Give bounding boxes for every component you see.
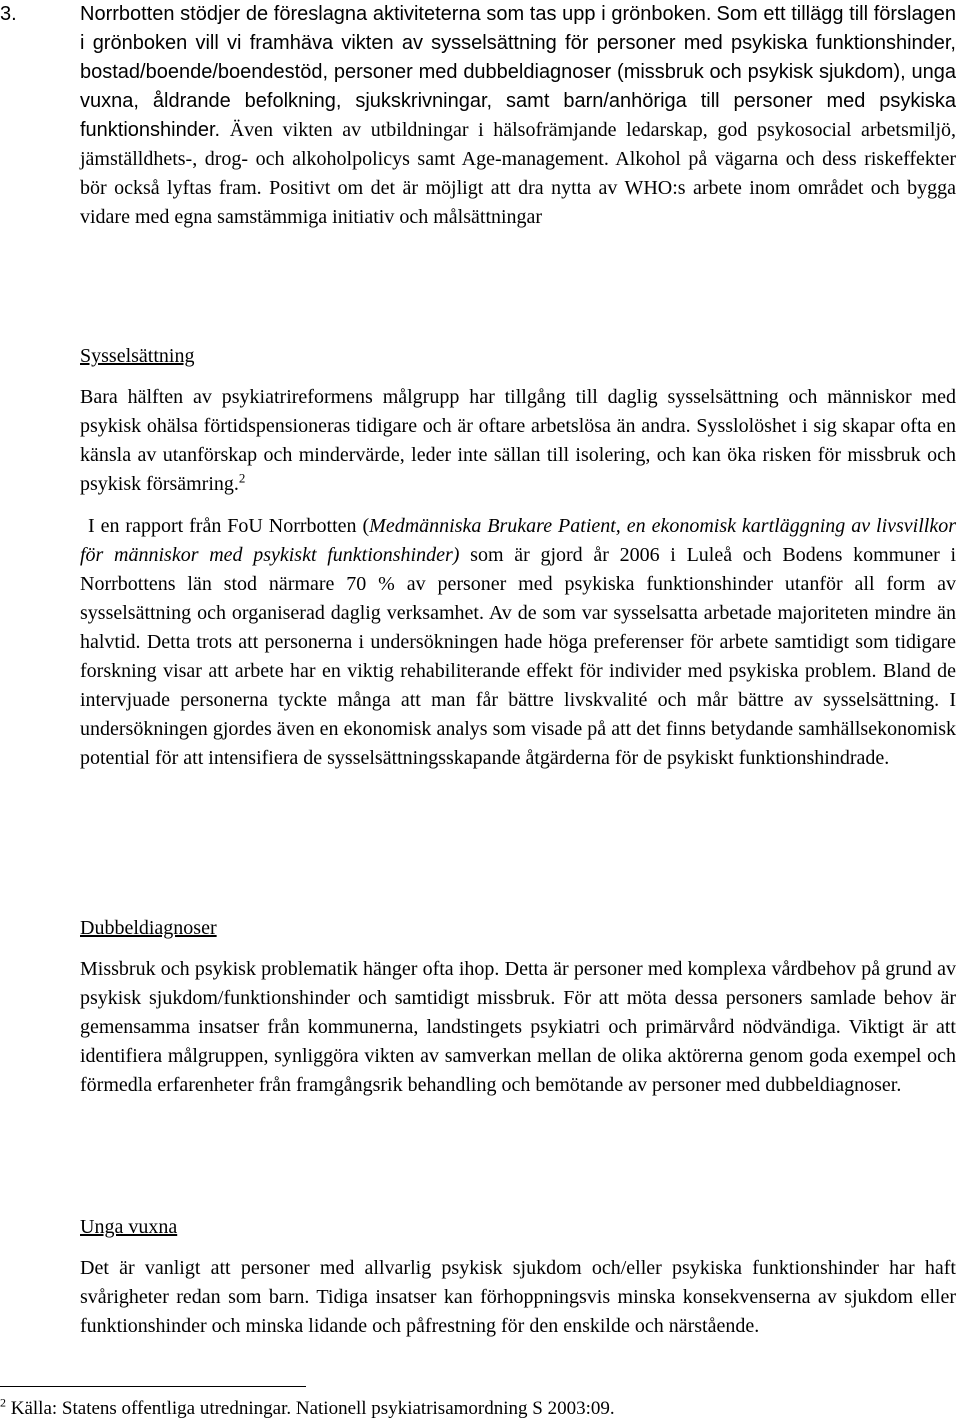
paragraph-sysselsattning-2: [80, 512, 956, 773]
list-item-text: [80, 0, 956, 232]
paragraph-text-before: I en rapport från FoU Norrbotten (: [88, 515, 370, 537]
item-sentence-1: Norrbotten stödjer de föreslagna aktiviteterna som tas upp i grönboken.: [80, 3, 712, 25]
paragraph-dubbeldiagnoser: Missbruk och psykisk problematik hänger ofta ihop. Detta är personer med komplexa vårdbehov på grund av psykisk sjukdom/funktionshinder och samtidigt missbruk. För att möta dessa personers samlade behov är gemensamma insatser från kommunerna, landstingets psykiatri och primärvård nödvändiga. Viktigt är att identifiera målgruppen, synliggöra vikten av samverkan mellan de olika aktörerna genom goda exempel och förmedla erfarenheter från framgångsrik behandling och bemötande av personer med dubbeldiagnoser.: [80, 958, 956, 1096]
heading-unga-vuxna: Unga vuxna: [80, 1216, 178, 1238]
footnote-text: Källa: Statens offentliga utredningar. Nationell psykiatrisamordning S 2003:09.: [10, 1398, 615, 1419]
footnote-number: 2: [0, 1395, 6, 1410]
item-rest: Även vikten av utbildningar i hälsofrämjande ledarskap, god psykosocial arbetsmiljö, jämställdhets-, drog- och alkoholpolicys samt Age-management. Alkohol på vägarna och dess riskeffekter bör också lyftas fram. Positivt om det är möjligt att dra nytta av WHO:s arbete inom området och bygga vidare med egna samstämmiga initiativ och målsättningar: [80, 119, 956, 228]
heading-dubbeldiagnoser: Dubbeldiagnoser: [80, 917, 217, 939]
paragraph-sysselsattning-1: [80, 383, 956, 499]
paragraph-text-after: som är gjord år 2006 i Luleå och Bodens kommuner i Norrbottens län stod närmare 70 % av personer med psykiska funktionshinder utanför all form av sysselsättning och organiserad daglig verksamhet. Av de som var sysselsatta arbetade majoriteten mindre än halvtid. Detta trots att personerna i undersökningen hade höga preferenser för arbete samtidigt som tidigare forskning visar att arbete har en viktig rehabiliterande effekt för individer med psykiska problem. Bland de intervjuade personerna tyckte många att man får bättre livskvalité och mår bättre av sysselsättning. I undersökningen gjordes även en ekonomisk analys som visade på att det finns betydande samhällsekonomisk potential för att intensifiera de sysselsättningsskapande åtgärderna för de psykiskt funktionshindrade.: [80, 544, 956, 769]
item-sentence-2: Som ett tillägg till förslagen i grönboken vill vi framhäva vikten av sysselsättning för personer med psykiska funktionshinder, bostad/boende/boendestöd, personer med dubbeldiagnoser (missbruk och psykisk sjukdom), unga vuxna, åldrande befolkning, sjukskrivningar, samt barn/anhöriga till personer med psykiska funktionshinder.: [80, 3, 956, 141]
footnote: [0, 1396, 615, 1422]
heading-sysselsattning: Sysselsättning: [80, 345, 195, 367]
paragraph-text: Bara hälften av psykiatrireformens målgrupp har tillgång till daglig sysselsättning och människor med psykisk ohälsa förtidspensioneras tidigare och är oftare arbetslösa än andra. Sysslolöshet i sig skapar ofta en känsla av utanförskap och mindervärde, leder inte sällan till isolering, och kan öka risken för missbruk och psykisk försämring.: [80, 386, 956, 495]
report-title: Medmänniska Brukare Patient, en ekonomisk kartläggning av livsvillkor för människor med psykiskt funktionshinder): [80, 515, 957, 566]
paragraph-unga-vuxna: Det är vanligt att personer med allvarlig psykisk sjukdom och/eller psykiska funktionshinder har haft svårigheter redan som barn. Tidiga insatser kan förhoppningsvis minska konsekvenserna av sjukdom eller funktionshinder och minska lidande och påfrestning för den enskilde och närstående.: [80, 1257, 956, 1337]
footnote-divider: [0, 1386, 306, 1387]
list-item-number: 3.: [0, 3, 17, 25]
footnote-ref: 2: [238, 470, 246, 486]
list-item-3: [0, 0, 956, 232]
